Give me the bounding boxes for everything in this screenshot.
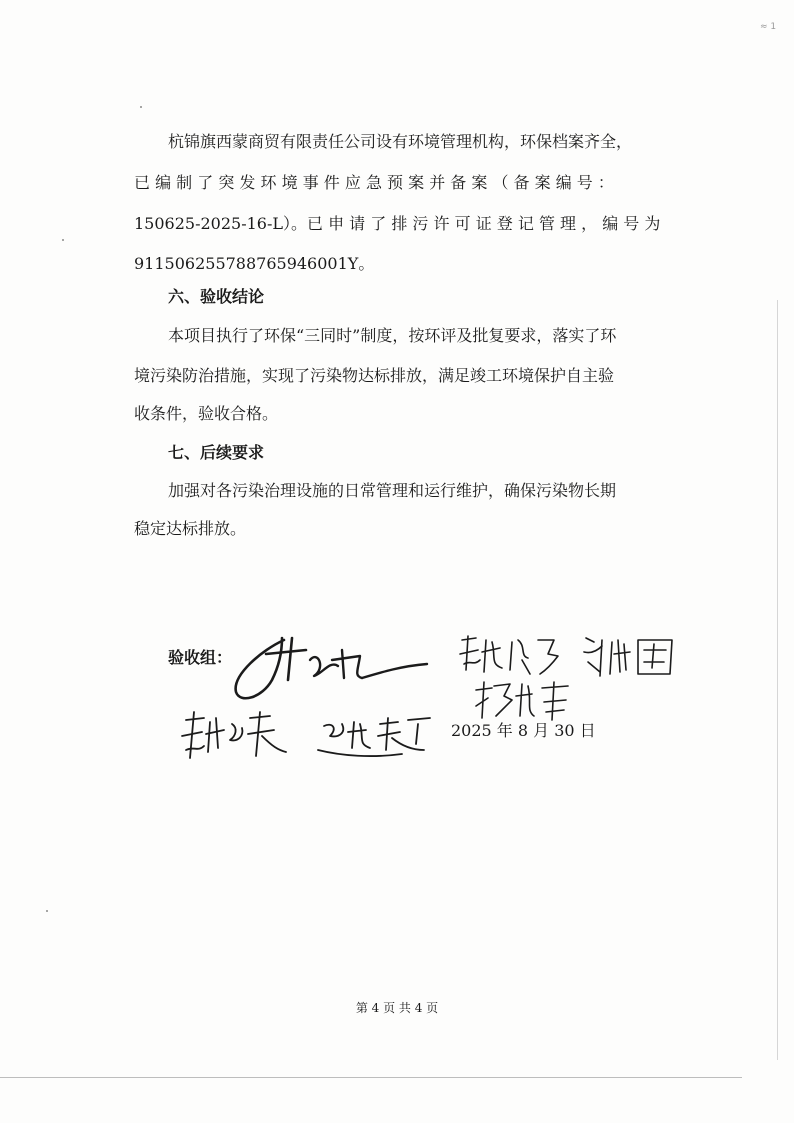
handwritten-signature bbox=[312, 710, 442, 768]
scan-speck bbox=[140, 106, 142, 108]
handwritten-signature bbox=[222, 620, 442, 710]
paragraph-line: 150625-2025-16-L）。已 申 请 了 排 污 许 可 证 登 记 管 理 ， 编 号 为 bbox=[134, 214, 661, 233]
handwritten-signature bbox=[580, 632, 680, 682]
scan-speck bbox=[46, 910, 48, 912]
signature-date: 2025 年 8 月 30 日 bbox=[451, 721, 596, 740]
scan-speck bbox=[62, 239, 64, 241]
corner-mark: ≈ 1 bbox=[760, 22, 777, 32]
paragraph-line: 杭锦旗西蒙商贸有限责任公司设有环境管理机构，环保档案齐全， bbox=[168, 132, 633, 151]
section-heading: 六、验收结论 bbox=[168, 287, 265, 306]
paragraph-line: 收条件，验收合格。 bbox=[134, 404, 279, 423]
handwritten-signature bbox=[470, 676, 580, 724]
handwritten-signature bbox=[176, 706, 296, 768]
section-heading: 七、后续要求 bbox=[168, 443, 265, 462]
paragraph-line: 稳定达标排放。 bbox=[134, 519, 247, 538]
paragraph-line: 加强对各污染治理设施的日常管理和运行维护，确保污染物长期 bbox=[168, 481, 617, 500]
paragraph-line: 境污染防治措施，实现了污染物达标排放，满足竣工环境保护自主验 bbox=[134, 366, 615, 385]
page-number-footer: 第 4 页 共 4 页 bbox=[355, 1001, 439, 1015]
paragraph-line: 已 编 制 了 突 发 环 境 事 件 应 急 预 案 并 备 案 （ 备 案 编 号 ： bbox=[134, 173, 614, 192]
paragraph-line: 本项目执行了环保“三同时”制度，按环评及批复要求，落实了环 bbox=[168, 326, 617, 345]
scan-bottom-border bbox=[0, 1077, 742, 1078]
handwritten-signature bbox=[456, 630, 566, 680]
scan-edge-line bbox=[777, 300, 778, 1060]
acceptance-group-label: 验收组： bbox=[168, 648, 233, 667]
paragraph-line: 91150625578876594600​1Y。 bbox=[134, 254, 375, 273]
